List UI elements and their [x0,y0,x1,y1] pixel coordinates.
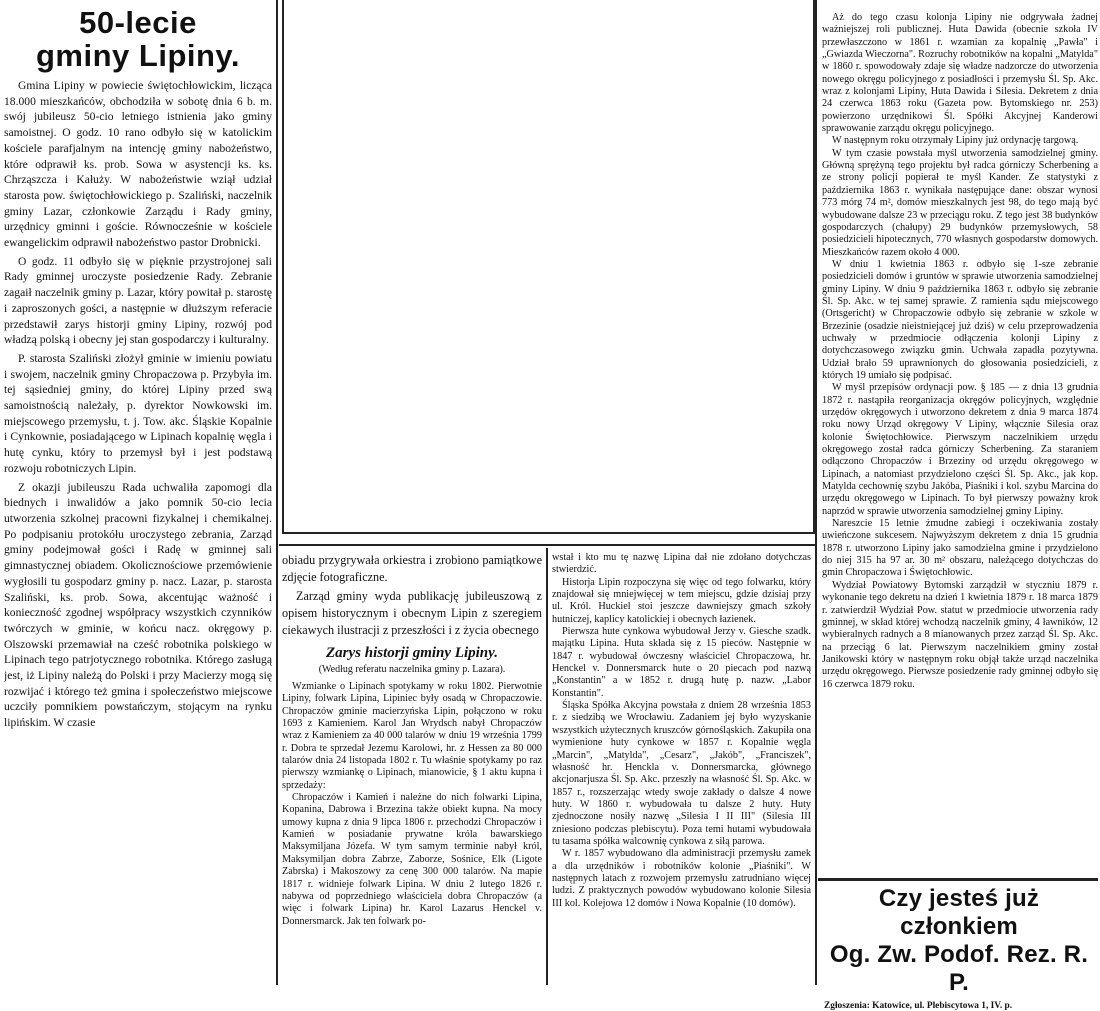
ad-footer: Zgłoszenia: Katowice, ul. Plebiscytowa 1, IV. p. [824,1001,1013,1011]
paragraph: Historja Lipin rozpoczyna się więc od tego folwarku, który znajdował się mniejwięcej w tem miejscu, gdzie dzisiaj przy ul. Król. Huckiel stoi jeszcze dawniejszy gmach szkoły hutniczej, kaplicy katolickiej i obecnych łazienek. [552,576,811,625]
paragraph: W tym czasie powstała myśl utworzenia samodzielnej gminy. Główną sprężyną tego projektu był radca górniczy Scherbening a ze strony policji popierał te myśl Kander. Ze statystyki z października 1863 r. wynikała następujące dane: obszar wynosi 773 mórg 74 m², domów mieszkalnych jest 98, do tego mają być wybudowane dalsze 23 w przeciągu roku. Z tego jest 38 budynków gospodarczych (chałupy) 29 budynków przemysłowych, 58 posiedzicieli hipotecznych, 770 własnych gospodarstw domowych. Mieszkańców razem około 4 000. [822,147,1098,258]
paragraph: Pierwsza hute cynkowa wybudował Jerzy v. Giesche szadk. majątku Lipina. Huta składa się z 15 pieców. Następnie w 1847 r. wybudował ówczesny właściciel Chropaczowa, hr. Henckel v. Donnersmarck hute o 20 piecach pod nazwą „Konstantin" a w 1852 r. drugą hutę p. nazw. „Labor Konstantin". [552,626,811,699]
column-rule [815,0,817,985]
column-rule [276,0,278,985]
paragraph: Z okazji jubileuszu Rada uchwaliła zapomogi dla biednych i inwalidów a jako pomnik 50-cio lecia utworzenia szkolnej pracowni fizykalnej i chemikalnej. Po podpisaniu protokółu uroczystego zebrania, Zarząd gminy podejmował gości i Radę w gminnej sali gimnastycznej obiadem. Okolicznościowe przemówienie wygłosili tu gospodarz gminy p. nacz. Lazar, p. starosta Szaliński, ks. prob. Sowa, akcentując ważność i konieczność zgodnej współpracy wszystkich czynników twórczych w gminie, w końcu nacz. okręgowy p. Olszowski przemawiał na cześć robotnika polskiego w Lipinach tego patrjotycznego robotnika. Którego zasługą jest, iż Lipiny należą do Polski i przy Macierzy mogą się rozwijać i którego też gmina i społeczeństwo miejscowe uczciły pomnikiem powstańczym, stojącym na rynku lipińskim. W czasie [4,480,272,730]
paragraph: Gmina Lipiny w powiecie świętochłowickim, licząca 18.000 mieszkańców, obchodziła w sobotę dnia 6 b. m. swój jubileusz 50-cio letniego istnienia jako gminy samoistnej. O godz. 10 rano odbyło się w katolickim kościele parafjalnym na intencję gminy nabożeństwo, które odprawił ks. prob. Sowa w asystencji ks. ks. Chrząszcza i Kałuży. W nabożeństwie wziął udział starosta pow. świętochłowickiego p. Szaliński, naczelnik gminy Lazar, członkowie Zarządu i Rady gminy, urzędnicy gminni i goście. Równocześnie w kościele ewangelickim odprawił nabożeństwo pastor Drobnicki. [4,79,272,250]
paragraph: Wydział Powiatowy Bytomski zarządził w styczniu 1879 r. wykonanie tego dekretu na dzień 1 kwietnia 1879 r. 18 marca 1879 r. zatwierdził Wydział Pow. statut w przedmiocie utworzenia rady gminnej, w skład której wchodzą naczelnik gminy, 4 ławników, 12 wybieralnych radnych a 8 mianowanych przez zarząd Śl. Sp. Akc. na przeciąg 6 lat. Pierwszym naczelnikiem gminy został Janikowski który w następnym roku objął także urząd naczelnika urzędu okręgowego. Pierwsze posiedzenie rady gminnej odbyło się 16 czerwca 1879 roku. [822,579,1098,690]
ad-line-1: Czy jesteś już członkiem [878,885,1040,940]
column-rule [546,548,548,985]
section-heading: Zarys historji gminy Lipiny. [326,645,498,661]
section-rule [818,878,1098,881]
title-line-2: gminy Lipiny. [36,38,240,73]
image-placeholder [282,0,815,534]
ad-line-2: Og. Zw. Podof. Rez. R. P. [829,941,1089,996]
paragraph: W myśl przepisów ordynacji pow. § 185 — z dnia 13 grudnia 1872 r. nastąpiła reorganizacja okręgów policyjnych, względnie urzędów okręgowych i utworzono dekretem z dnia 9 marca 1874 roku nowy Urząd okręgowy V Lipiny, włącznie Silesia oraz kolonie Świętochłowice. Pierwszym naczelnikiem urzędu okręgowego został radca górniczy Scherbening. Za staraniem odłączono Chropaczów i Brzeziny od urzędu okręgowego w Lipinach, a natomiast przydzielono części Śl. Sp. Akc., jak kop. Matylda cechownię szybu Jakóba, Piaśniki i kol. szybu Marcina do urzędu okręgowego w Lipinach. To był pierwszy poważny krok naprzód w sprawie utworzenia samodzielnej gminy Lipiny. [822,382,1098,517]
paragraph: O godz. 11 odbyło się w pięknie przystrojonej sali Rady gminnej uroczyste posiedzenie Rady. Zebranie zagaił naczelnik gminy p. Lazar, który powitał p. starostę i zaproszonych gości, a następnie w dłuższym referacie przedstawił zarys historji gminy Lipiny, rozwój pod władzą polską i obecny jej stan gospodarczy i kulturalny. [4,254,272,347]
paragraph: Śląska Spółka Akcyjna powstała z dniem 28 września 1853 r. z siedzibą we Wrocławiu. Zadaniem jej było wyzyskanie wszystkich użytecznych kruszców górnośląskich. Zakupiła ona wymienione huty cynkowe w 1857 r. Kopalnie węgla „Marcin", „Matylda", „Cesarz", „Jakób", „Franciszek", własność hr. Henckla v. Donnersmarcka, głównego akcjonarjusza Śl. Sp. Akc. przeszły na własność Śl. Sp. Akc. w 1857 r., rozszerzając wtedy swoje zakłady o dalsze 4 nowe huty. W 1860 r. wybudowała tu dalsze 2 huty. Huty zjednoczone nosiły nazwę „Silesia I II III" (Silesia III zniesiono podczas plebiscytu). Poza temi hutami wybudowała tu tasama spółka walcownię cynkowa z siłą parowa. [552,700,811,847]
article-column-4 [822,12,1098,876]
section-note: (Według referatu naczelnika gminy p. Lazara). [318,664,506,675]
paragraph: Zarząd gminy wyda publikację jubileuszową z opisem historycznym i obecnym Lipin z szeregiem ciekawych ilustracji z przeszłości i z życia obecnego [282,589,542,637]
article-title [4,6,272,72]
paragraph: P. starosta Szaliński złożył gminie w imieniu powiatu i swojem, naczelnik gminy Chropaczowa p. Przybyła im. tej sąsiedniej gminy, do której Lipiny przed swą samoistnością należały, p. dyrektor Nowkowski im. miejscowego przemysłu, t. j. Tow. akc. Śląskie Kopalnie i Cynkownie, posiadającego w Lipinach kopalnię węgla i hutę cynku, który to przemysł był i jest podstawą rozwoju robotniczych Lipin. [4,351,272,475]
paragraph: wstał i kto mu tę nazwę Lipina dał nie zdołano dotychczas stwierdzić. [552,552,811,576]
paragraph: obiadu przygrywała orkiestra i zrobiono pamiątkowe zdjęcie fotograficzne. [282,553,542,584]
section-rule [279,544,815,546]
advertisement [820,885,1098,1011]
paragraph: Wzmianke o Lipinach spotykamy w roku 1802. Pierwotnie Lipiny, folwark Lipina, Lipiniec były osadą w Chropaczowie. Chropaczów gminie macierzyńska Lipin, połączono w roku 1693 z Kamieniem. Karol Jan Wrydsch nabył Chropaczów wraz z Kamieniem za 40 000 talarów w dniu 19 września 1799 r. Dobra te sprzedał Jezemu Karolowi, hr. z Hessen za 80 000 talarów dnia 24 listopada 1802 r. Tu właśnie spotykamy po raz pierwszy wzmiankę o Lipinach, mianowicie, § 1 aktu kupna i sprzedaży: [282,681,542,791]
paragraph: Chropaczów i Kamień i należne do nich folwarki Lipina, Kopanina, Dabrowa i Brzezina także obiekt kupna. Na mocy umowy kupna z dnia 9 lipca 1806 r. przechodzi Chropaczów i Kamień w posiadanie prywatne króla bawarskiego Maksymiljana Józefa. W tym samym terminie nabył król, Maksymiljan dobra Zabrze, Zaborze, Sośnice, Elk (Ligote Zabrska) i Makoszowy za cenę 300 000 talarów. Na mapie 1817 r. widnieje folwark Lipina. W dniu 2 lutego 1826 r. nabywa od poprzedniego właściciela dobra Chropaczów (a więc i folwark Lipina) hr. Karol Lazarus Henckel v. Donnersmarck. Jak ten folwark po- [282,792,542,927]
paragraph: W dniu 1 kwietnia 1863 r. odbyło się 1-sze zebranie posiedzicieli domów i gruntów w sprawie utworzenia samodzielnej gminy Lipiny. W dniu 9 października 1863 r. odbyło się zebranie Śl. Sp. Akc. w tej samej sprawie. Z ramienia sądu miejscowego (Ortsgericht) w Chropaczowie odbyło się zebranie w szkole w Brzezinie (osadzie nieistniejącej już dziś) w celu przeprowadzenia uchwały w przedmiocie odłączenia kolonji Lipiny z dotychczasowego związku gmin. Uchwała zapadła pozytywna. Udział brało 59 uprawnionych do głosowania posiedzicieli, z których 19 umiało się podpisać. [822,258,1098,381]
paragraph: W następnym roku otrzymały Lipiny już ordynację targową. [832,135,1079,147]
paragraph: W r. 1857 wybudowano dla administracji przemysłu zamek a dla urzędników i robotników kolonie „Piaśniki". W następnych latach z rozwojem przemysłu zatrudniano więcej ludzi. Z praktycznych powodów wybudowano kolonie Silesia III kol. Kolejowa 12 domów i Nowa Kopalnie (10 domów). [552,848,811,909]
article-column-3 [552,552,811,985]
paragraph: Aż do tego czasu kolonja Lipiny nie odgrywała żadnej ważniejszej roli publicznej. Huta Dawida (obecnie szkoła IV przewłaszczono w 1861 r. wzamian za kopalnię „Pawła" i „Gwiazda Wieczorna". Rozruchy robotników na kopalni „Matylda" w 1860 r. spowodowały zdaje się władze nadzorcze do utworzenia nowego okręgu policyjnego z posiadłości i przemysłu Śl. Sp. Akc. wraz z kolonjami Lipiny, Huta Dawida i Silesia. Dekretem z dnia 24 czerwca 1863 roku (Gazeta pow. Bytomskiego nr. 253) powierzono urzędnikowi Śl. Spółki Akcyjnej Kanderowi sprawowanie zarządu okręgu policyjnego. [822,12,1098,135]
article-column-2 [282,552,542,985]
title-line-1: 50-lecie [79,5,197,40]
paragraph: Nareszcie 15 letnie żmudne zabiegi i oczekiwania zostały uwieńczone sukcesem. Najwyższym dekretem z dnia 15 grudnia 1878 r. utworzono Lipiny jako samodzielna gmine i przydzielono do niej 315 ha 97 ar. 30 m² obszaru, należącego dotychczas do gmin Chropaczowa i Świętochłowic. [822,518,1098,579]
article-column-1 [4,0,272,985]
